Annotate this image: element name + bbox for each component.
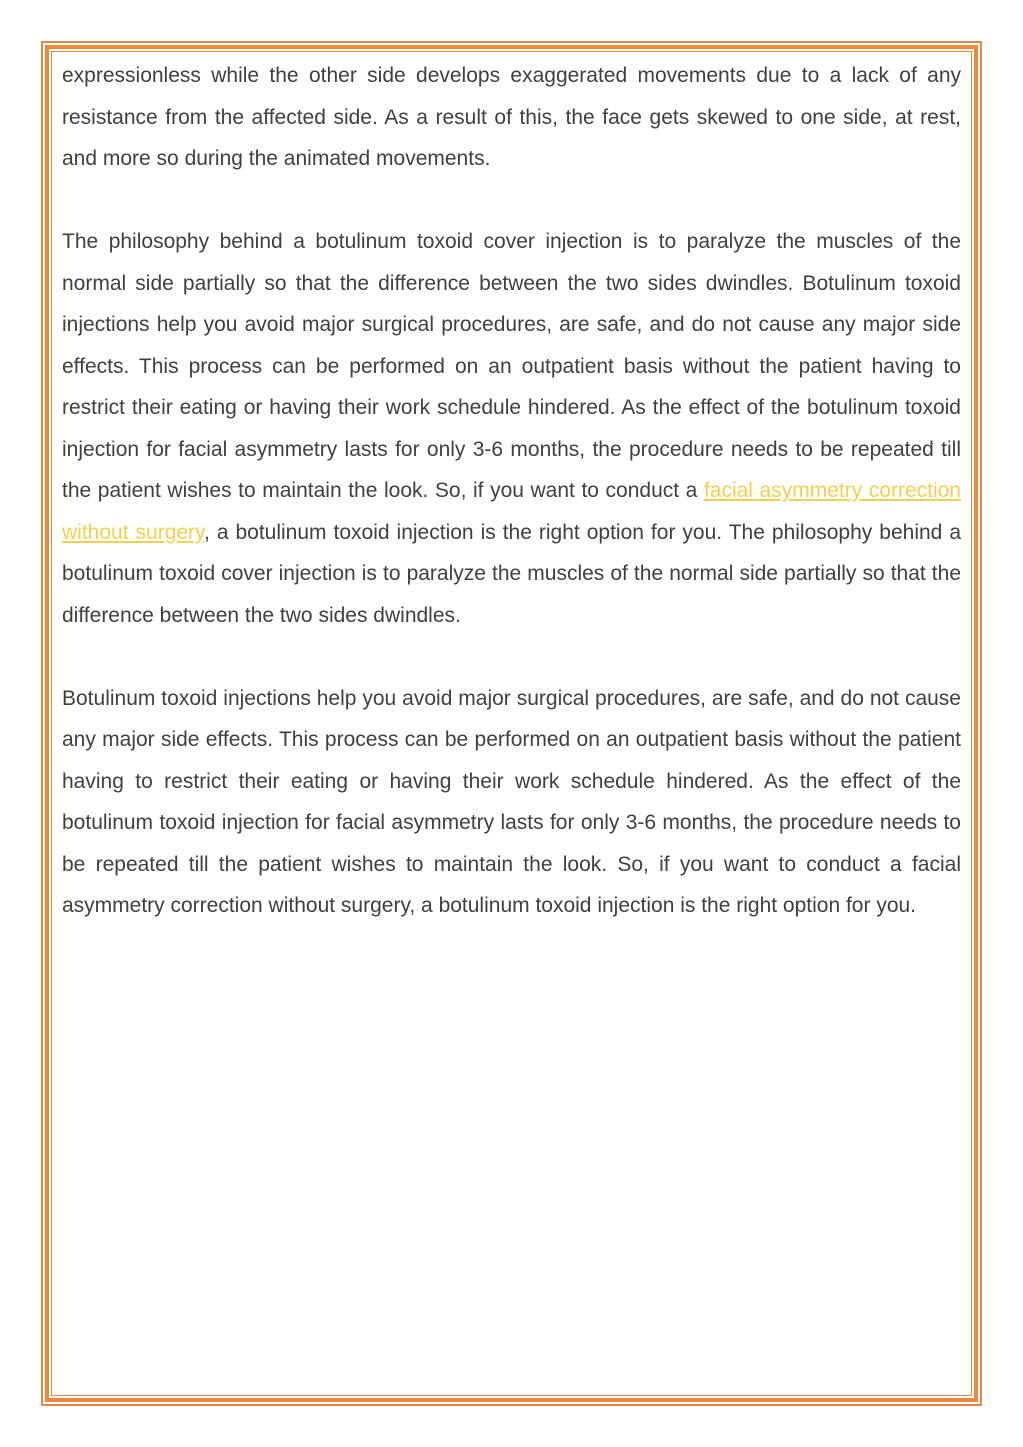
paragraph-3: Botulinum toxoid injections help you avoid major surgical procedures, are safe, and do not cause any major side effects. This process can be performed on an outpatient basis without the patient having to restrict their eating or having their work schedule hindered. As the effect of the botulinum toxoid injection for facial asymmetry lasts for only 3-6 months, the procedure needs to be repeated till the patient wishes to maintain the look. So, if you want to conduct a facial asymmetry correction without surgery, a botulinum toxoid injection is the right option for you.	[62, 686, 961, 917]
facial-asymmetry-link[interactable]: facial asymmetry correction without surgery	[62, 479, 961, 544]
paragraph-1: expressionless while the other side develops exaggerated movements due to a lack of any resistance from the affected side. As a result of this, the face gets skewed to one side, at rest, and more so during the animated movements.	[62, 64, 961, 170]
paragraph-2-text-start: The philosophy behind a botulinum toxoid cover injection is to paralyze the muscles of the normal side partially so that the difference between the two sides dwindles. Botulinum toxoid injections help you avoid major surgical procedures, are safe, and do not cause any major side effects. This process can be performed on an outpatient basis without the patient having to restrict their eating or having their work schedule hindered. As the effect of the botulinum toxoid injection for facial asymmetry lasts for only 3-6 months, the procedure needs to be repeated till the patient wishes to maintain the look. So, if you want to conduct a	[62, 230, 961, 502]
document-body	[62, 55, 961, 968]
paragraph-2-text-end: , a botulinum toxoid injection is the right option for you. The philosophy behind a botulinum toxoid cover injection is to paralyze the muscles of the normal side partially so that the difference between the two sides dwindles.	[62, 520, 962, 627]
paragraph-2	[62, 221, 961, 636]
